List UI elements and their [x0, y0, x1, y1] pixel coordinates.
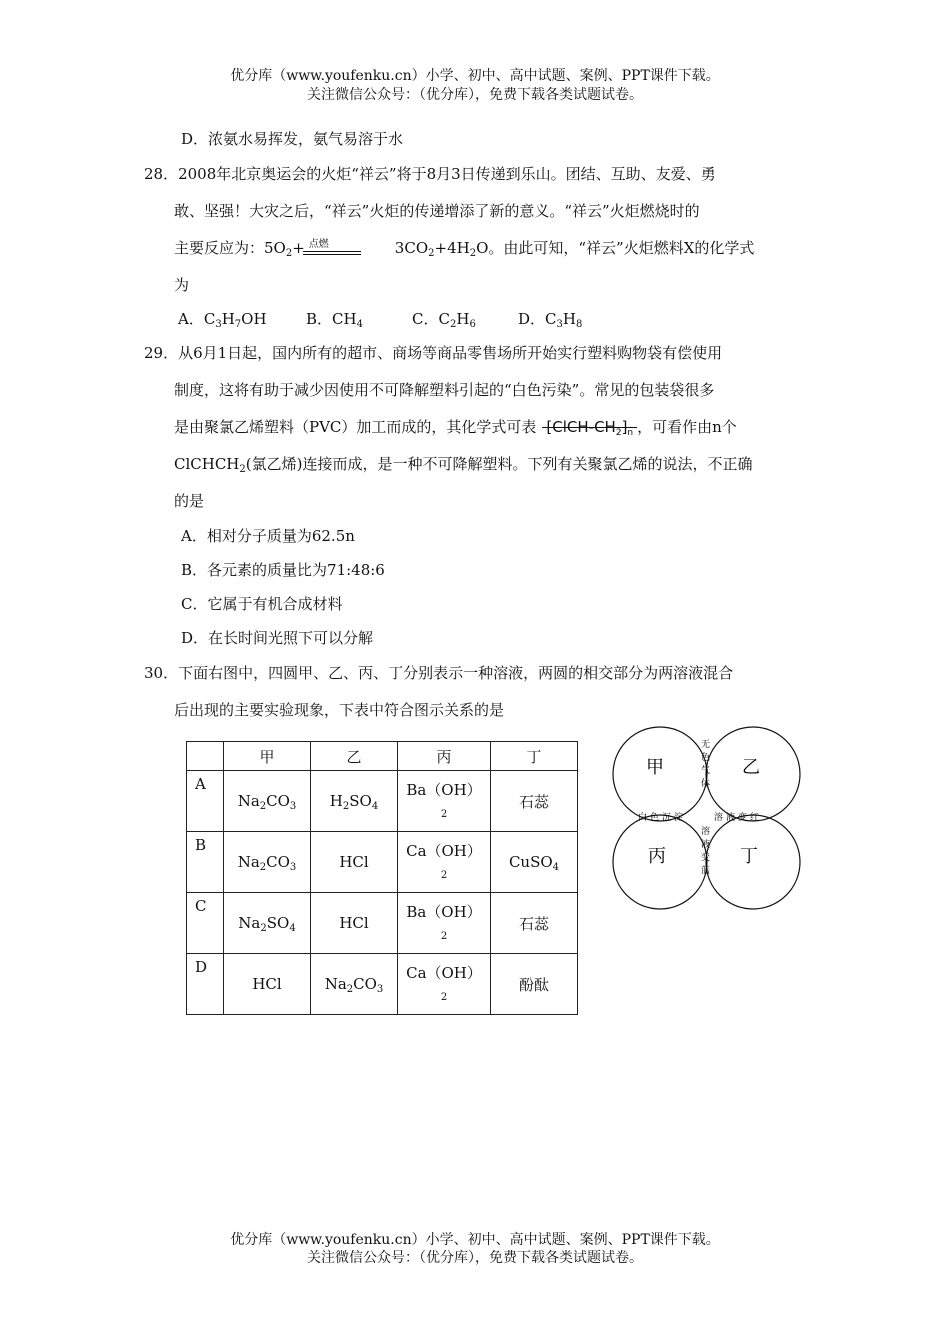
q28-line2: 敢、坚强！大灾之后，“祥云”火炬的传递增添了新的意义。“祥云”火炬燃烧时的: [174, 202, 700, 220]
left-overlap-label: 白色沉淀: [638, 813, 687, 823]
reaction-condition: 点燃: [308, 239, 329, 250]
reaction-arrow: [303, 241, 365, 257]
q29-option-a: A．相对分子质量为62.5n: [181, 527, 355, 545]
q28-line1: 28．2008年北京奥运会的火炬“祥云”将于8月3日传递到乐山。团结、互助、友爱、勇: [144, 165, 716, 183]
table-cell: $Na_2CO_3$: [224, 832, 311, 893]
top-overlap-char: 体: [701, 779, 711, 789]
table-cell: $Na_2SO_4$: [224, 893, 311, 954]
table-cell: Ba（OH） 2: [398, 893, 491, 954]
q29-option-c: C．它属于有机合成材料: [181, 595, 343, 613]
bottom-overlap-char: 蓝: [701, 866, 711, 876]
q29-line4: ClCHCH$_2$(氯乙烯)连接而成，是一种不可降解塑料。下列有关聚氯乙烯的说法，不正确: [174, 455, 753, 475]
answer-table: [186, 741, 578, 1015]
q30-line1: 30．下面右图中，四圆甲、乙、丙、丁分别表示一种溶液，两圆的相交部分为两溶液混合: [144, 664, 734, 682]
table-row: [187, 832, 578, 893]
q28-option-c: C．$C_2H_6$: [412, 310, 476, 330]
page-header-line1: 优分库（www.youfenku.cn）小学、初中、高中试题、案例、PPT课件下载。: [230, 68, 720, 84]
table-header-cell: 甲: [224, 742, 311, 771]
q28-line3-end: O。由此可知，“祥云”火炬燃料X的化学式: [476, 239, 755, 257]
q28-eq-o2: 主要反应为：5O: [174, 239, 286, 257]
q29-line5: 的是: [174, 492, 205, 510]
bottom-overlap-char: 溶: [701, 827, 711, 837]
four-circle-diagram: [600, 716, 812, 922]
table-cell: 酚酞: [491, 954, 578, 1015]
top-overlap-char: 无: [701, 740, 711, 750]
table-header-row: [187, 742, 578, 771]
label-ding: 丁: [740, 846, 758, 867]
q28-line4: 为: [174, 276, 190, 294]
table-cell: Ca（OH） 2: [398, 954, 491, 1015]
q28-option-a: A．$C_3H_7OH$: [178, 310, 267, 330]
table-cell: HCl: [224, 954, 311, 1015]
table-row: [187, 771, 578, 832]
q27-option-d: D．浓氨水易挥发，氨气易溶于水: [181, 130, 404, 148]
q29-line1: 29．从6月1日起，国内所有的超市、商场等商品零售场所开始实行塑料购物袋有偿使用: [144, 344, 723, 362]
row-label: A: [187, 771, 224, 832]
table-header-cell: 乙: [311, 742, 398, 771]
table-cell: 石蕊: [491, 771, 578, 832]
right-overlap-label: 溶液变红: [714, 813, 763, 823]
q29-option-b: B．各元素的质量比为71:48:6: [181, 561, 385, 579]
page-footer-line1: 优分库（www.youfenku.cn）小学、初中、高中试题、案例、PPT课件下载。: [230, 1232, 720, 1248]
label-bing: 丙: [648, 846, 666, 867]
table-cell: Ba（OH） 2: [398, 771, 491, 832]
table-cell: HCl: [311, 832, 398, 893]
table-row: [187, 893, 578, 954]
table-header-cell: 丙: [398, 742, 491, 771]
table-cell: 石蕊: [491, 893, 578, 954]
table-cell: $Na_2CO_3$: [311, 954, 398, 1015]
q29-line2: 制度，这将有助于减少因使用不可降解塑料引起的“白色污染”。常见的包装袋很多: [174, 381, 715, 399]
table-header-cell: 丁: [491, 742, 578, 771]
q28-eq-plus: +: [292, 239, 305, 257]
page-header-line2: 关注微信公众号：（优分库），免费下载各类试题试卷。: [307, 87, 643, 103]
page-footer-line2: 关注微信公众号：（优分库），免费下载各类试题试卷。: [307, 1250, 643, 1266]
label-jia: 甲: [646, 757, 664, 778]
q28-option-b: B．$CH_4$: [306, 310, 363, 330]
table-cell: $H_2SO_4$: [311, 771, 398, 832]
pvc-formula: $[ClCH-CH_2]_n$: [542, 418, 637, 436]
table-cell: Ca（OH） 2: [398, 832, 491, 893]
q28-eq-co2: 3CO: [394, 239, 429, 257]
top-overlap-char: 气: [701, 766, 711, 776]
label-yi: 乙: [742, 757, 760, 778]
table-row: [187, 954, 578, 1015]
bottom-overlap-char: 变: [701, 853, 711, 863]
q29-line3: 是由聚氯乙烯塑料（PVC）加工而成的，其化学式可表 $[ClCH-CH_2]_n$ ，可看作由n个: [174, 418, 737, 438]
q28-eq-h2o: +4H: [434, 239, 470, 257]
top-overlap-char: 色: [701, 753, 711, 763]
table-cell: HCl: [311, 893, 398, 954]
q28-option-d: D．$C_3H_8$: [518, 310, 583, 330]
row-label: C: [187, 893, 224, 954]
bottom-overlap-char: 液: [701, 840, 711, 850]
row-label: D: [187, 954, 224, 1015]
q29-option-d: D．在长时间光照下可以分解: [181, 629, 374, 647]
table-cell: $Na_2CO_3$: [224, 771, 311, 832]
row-label: B: [187, 832, 224, 893]
q28-line3: 主要反应为：$5O_2+$ 点燃 $3CO_2+4H_2O$。由此可知，“祥云”火炬燃料X的化学式: [174, 237, 754, 258]
q30-line2: 后出现的主要实验现象，下表中符合图示关系的是: [174, 701, 505, 719]
table-cell: CuSO$_4$: [491, 832, 578, 893]
